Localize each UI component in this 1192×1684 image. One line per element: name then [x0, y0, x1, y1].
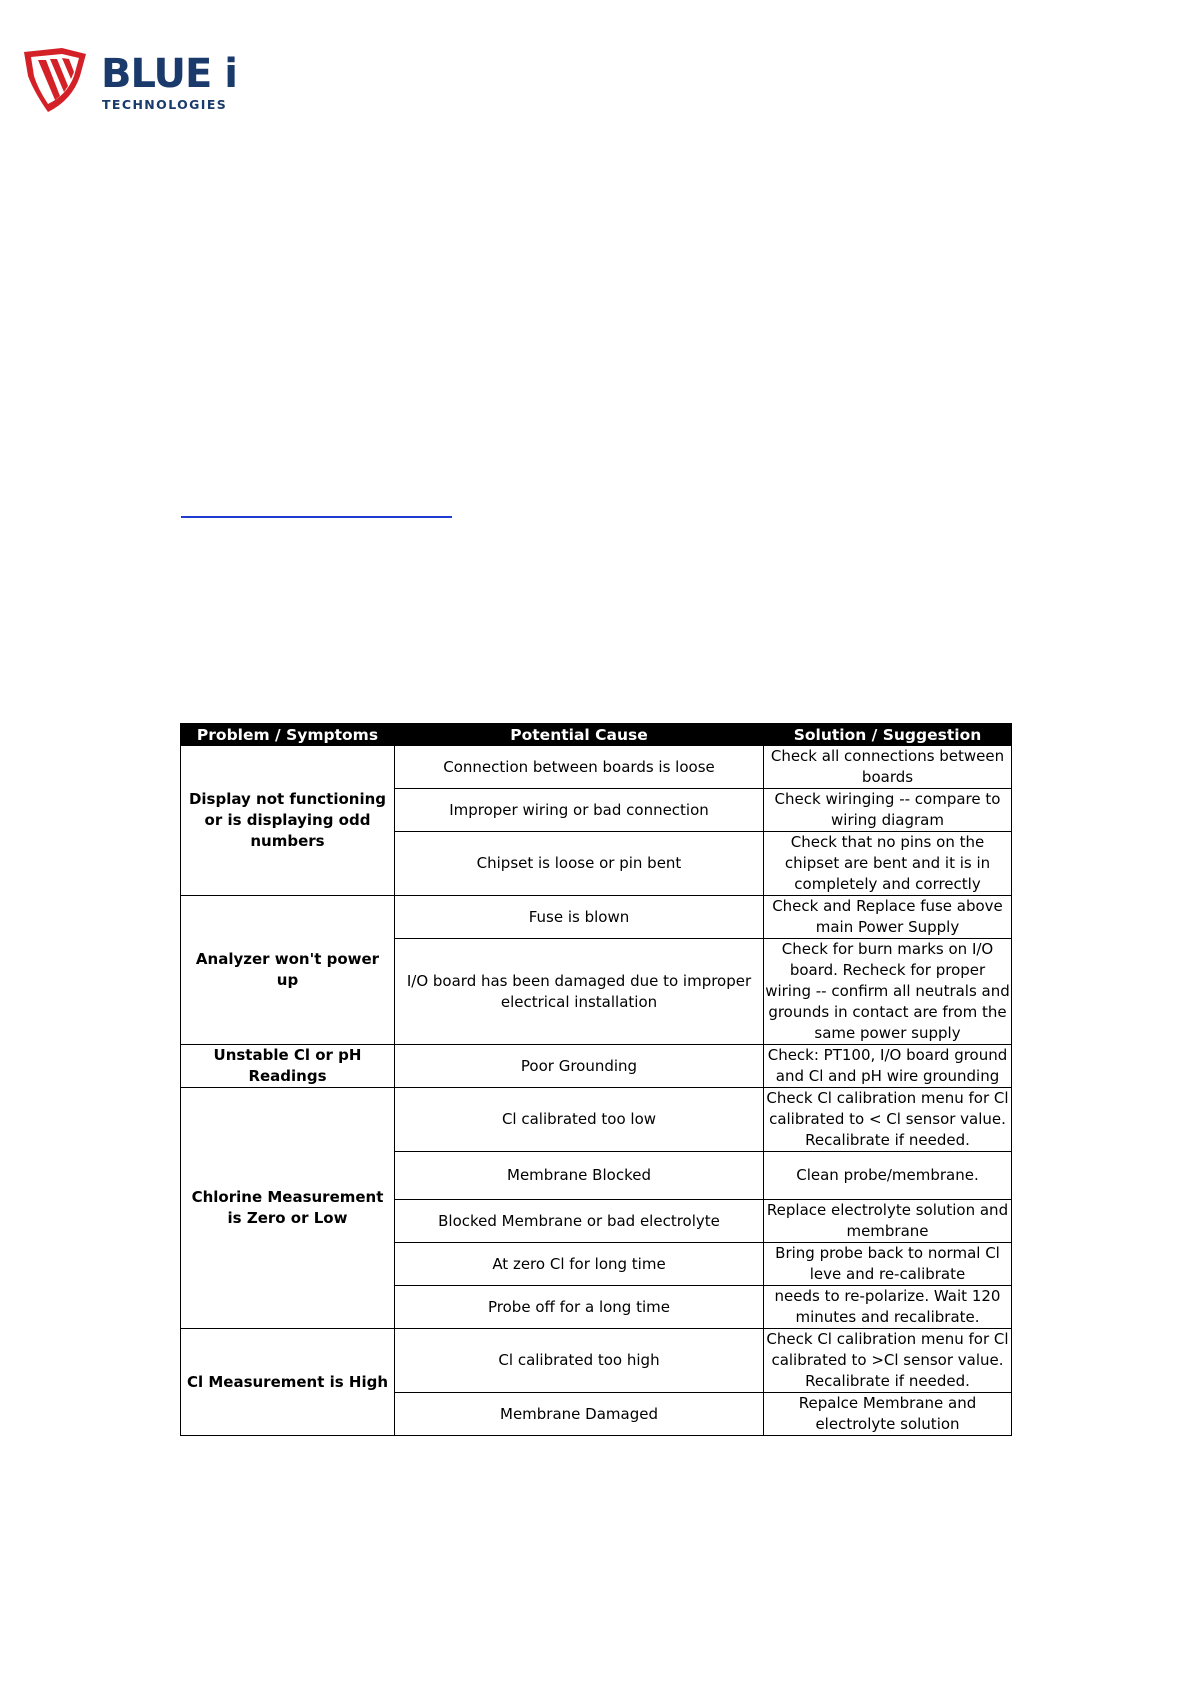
solution-cell: Check Cl calibration menu for Cl calibrated to < Cl sensor value. Recalibrate if needed.: [764, 1088, 1012, 1152]
solution-cell: Check for burn marks on I/O board. Recheck for proper wiring -- confirm all neutrals and grounds in contact are from the same power supply: [764, 939, 1012, 1045]
header-cause: Potential Cause: [395, 724, 764, 746]
cause-cell: Connection between boards is loose: [395, 746, 764, 789]
solution-cell: Check all connections between boards: [764, 746, 1012, 789]
solution-cell: Check: PT100, I/O board ground and Cl and pH wire grounding: [764, 1045, 1012, 1088]
brand-subtitle: TECHNOLOGIES: [102, 97, 228, 112]
cause-cell: I/O board has been damaged due to improper electrical installation: [395, 939, 764, 1045]
problem-cell: Chlorine Measurement is Zero or Low: [181, 1088, 395, 1329]
company-logo: [22, 44, 262, 116]
table-body: [181, 746, 1012, 1436]
solution-cell: needs to re-polarize. Wait 120 minutes and recalibrate.: [764, 1286, 1012, 1329]
problem-cell: Unstable Cl or pH Readings: [181, 1045, 395, 1088]
cause-cell: Blocked Membrane or bad electrolyte: [395, 1200, 764, 1243]
cause-cell: Membrane Damaged: [395, 1393, 764, 1436]
table-row: [181, 1045, 1012, 1088]
cause-cell: Membrane Blocked: [395, 1152, 764, 1200]
problem-cell: Cl Measurement is High: [181, 1329, 395, 1436]
cause-cell: Probe off for a long time: [395, 1286, 764, 1329]
solution-cell: Bring probe back to normal Cl leve and re-calibrate: [764, 1243, 1012, 1286]
solution-cell: Check wiringing -- compare to wiring diagram: [764, 789, 1012, 832]
cause-cell: Cl calibrated too low: [395, 1088, 764, 1152]
solution-cell: Check and Replace fuse above main Power Supply: [764, 896, 1012, 939]
cause-cell: Cl calibrated too high: [395, 1329, 764, 1393]
cause-cell: Chipset is loose or pin bent: [395, 832, 764, 896]
table-header-row: [181, 724, 1012, 746]
table-row: [181, 1088, 1012, 1152]
hyperlink-underline[interactable]: [181, 516, 452, 518]
problem-cell: Display not functioning or is displaying odd numbers: [181, 746, 395, 896]
cause-cell: Fuse is blown: [395, 896, 764, 939]
cause-cell: Poor Grounding: [395, 1045, 764, 1088]
shield-logo-icon: [22, 46, 88, 114]
cause-cell: At zero Cl for long time: [395, 1243, 764, 1286]
table-row: [181, 896, 1012, 939]
solution-cell: Replace electrolyte solution and membrane: [764, 1200, 1012, 1243]
header-solution: Solution / Suggestion: [764, 724, 1012, 746]
solution-cell: Check Cl calibration menu for Cl calibrated to >Cl sensor value. Recalibrate if needed.: [764, 1329, 1012, 1393]
solution-cell: Check that no pins on the chipset are bent and it is in completely and correctly: [764, 832, 1012, 896]
solution-cell: Clean probe/membrane.: [764, 1152, 1012, 1200]
troubleshooting-table: [180, 723, 1012, 1436]
table-row: [181, 1329, 1012, 1393]
cause-cell: Improper wiring or bad connection: [395, 789, 764, 832]
problem-cell: Analyzer won't power up: [181, 896, 395, 1045]
solution-cell: Repalce Membrane and electrolyte solution: [764, 1393, 1012, 1436]
header-problem: Problem / Symptoms: [181, 724, 395, 746]
brand-name: BLUE i: [101, 51, 237, 97]
table-row: [181, 746, 1012, 789]
